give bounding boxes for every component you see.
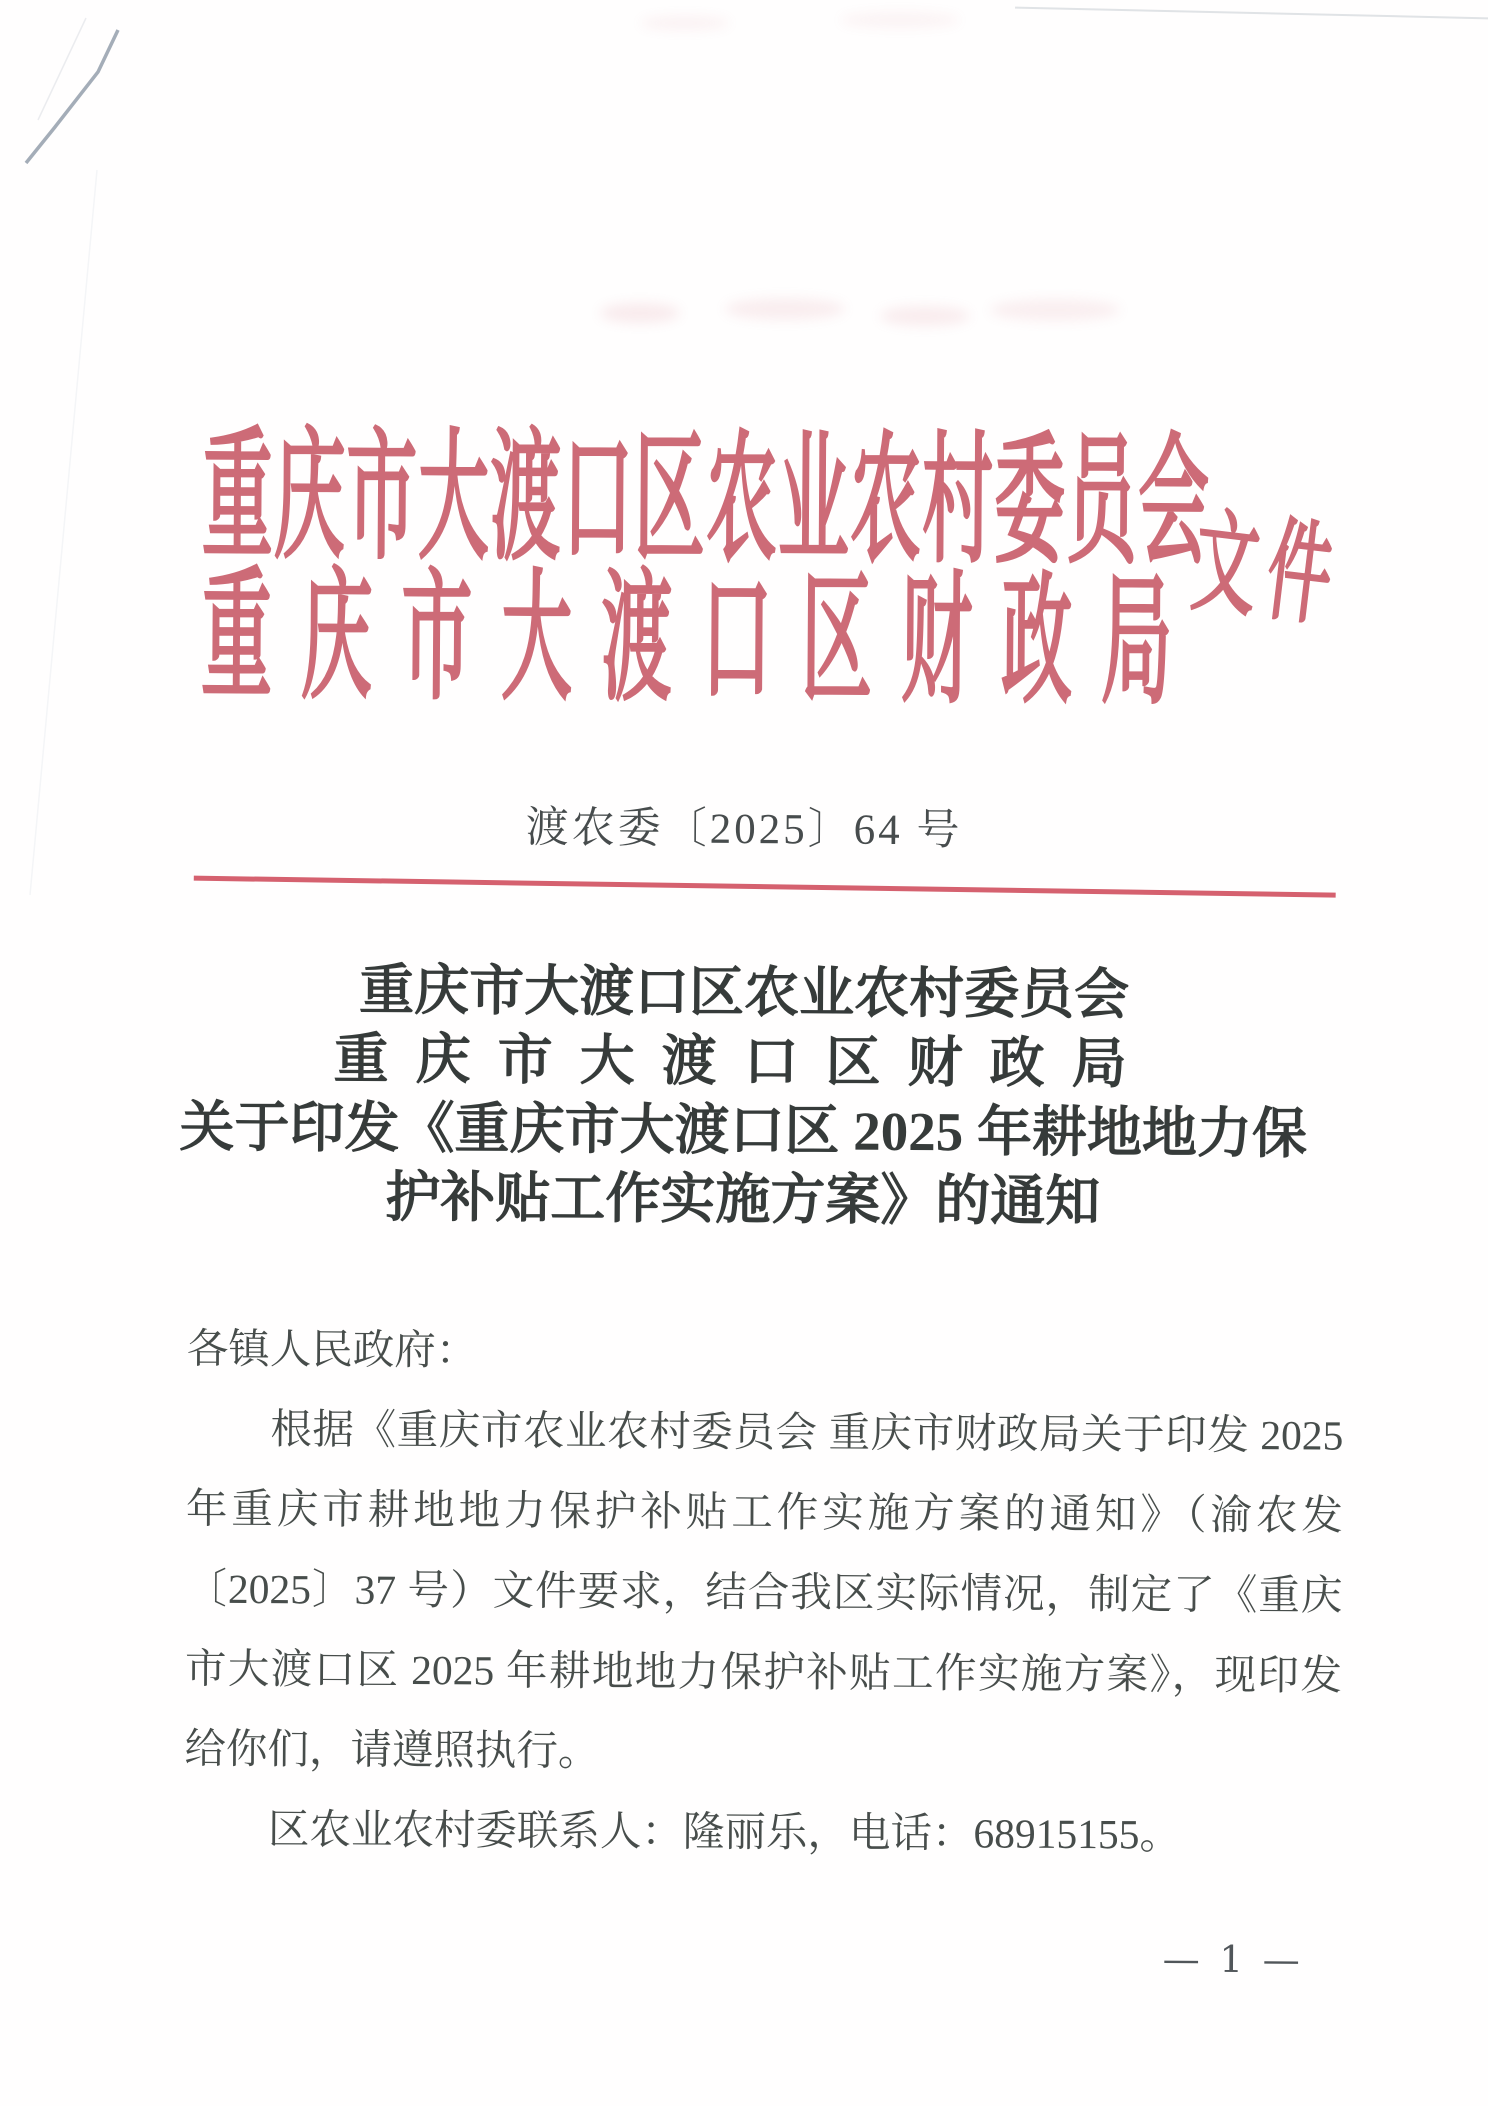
document-type-label: 文件 [1186,499,1349,641]
body-line: 〔2025〕37 号）文件要求，结合我区实际情况，制定了《重庆 [185,1565,1343,1619]
issuing-org-1-text: 重庆市大渡口区农业农村委员会 [201,420,1211,583]
red-divider-line [194,876,1336,898]
letterhead [200,420,1217,723]
body-line: 根据《重庆市农业农村委员会 重庆市财政局关于印发 2025 [270,1406,1344,1459]
body-line: 给你们，请遵照执行。 [184,1725,600,1775]
document-body [184,1309,1344,1876]
contact-line: 区农业农村委联系人：隆丽乐，电话：68915155。 [267,1806,1182,1858]
body-line: 市大渡口区 2025 年耕地地力保护补贴工作实施方案》，现印发 [184,1645,1343,1699]
document-title [168,954,1320,1237]
salutation: 各镇人民政府： [186,1325,478,1374]
document-number: 渡农委〔2025〕64 号 [525,804,963,855]
issuing-org-line-2 [200,560,1216,723]
title-line-4: 护补贴工作实施方案》的通知 [385,1166,1101,1233]
page-number: — 1 — [1162,1937,1304,1982]
title-line-3: 关于印发《重庆市大渡口区 2025 年耕地地力保 [179,1096,1308,1165]
body-line: 年重庆市耕地地力保护补贴工作实施方案的通知》（渝农发 [185,1485,1344,1539]
title-line-2: 重庆市大渡口区财政局 [333,1028,1154,1095]
issuing-org-2-text: 重庆市大渡口区财政局 [200,560,1202,723]
title-line-1: 重庆市大渡口区农业农村委员会 [358,959,1130,1026]
